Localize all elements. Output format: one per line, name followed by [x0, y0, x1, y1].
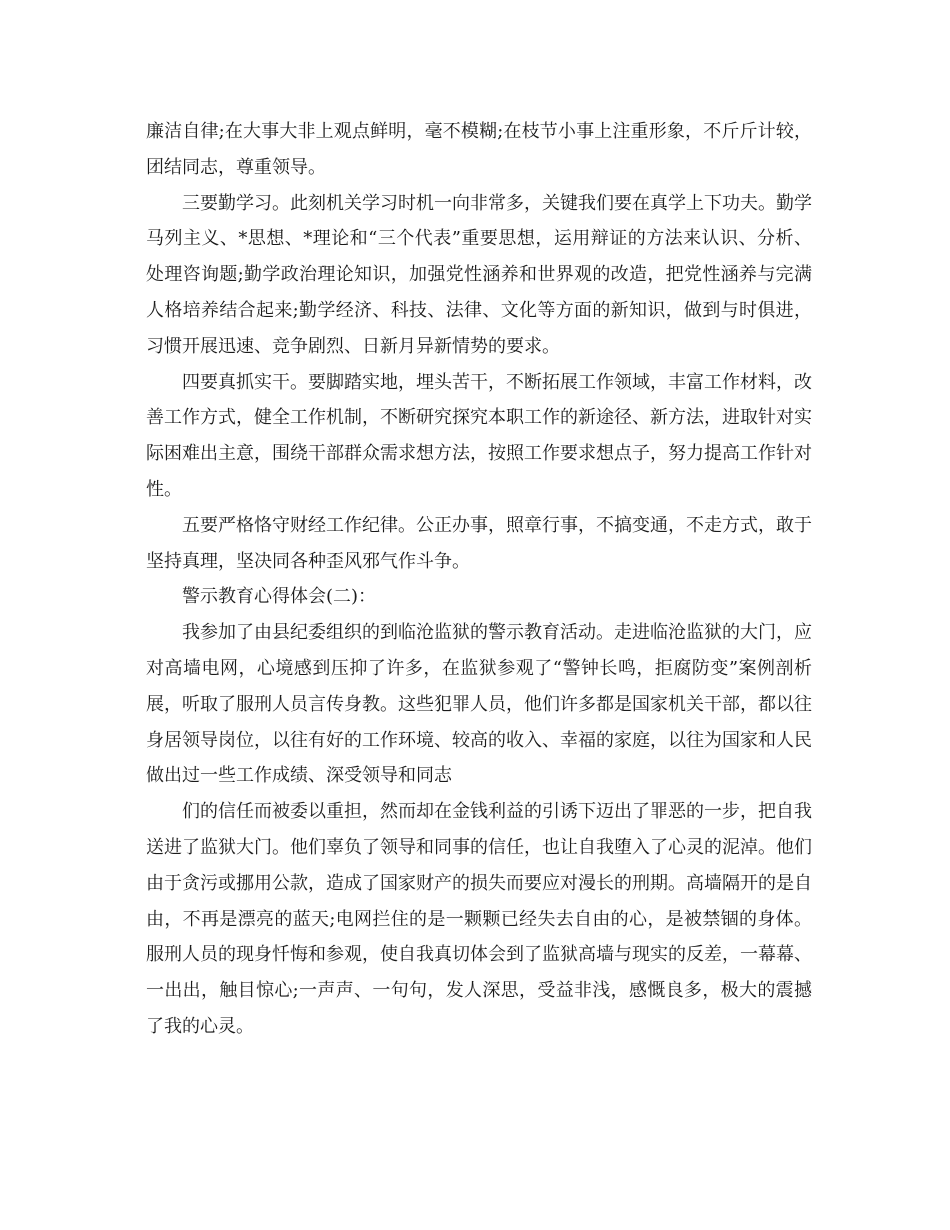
section-heading: 警示教育心得体会(二)：	[182, 586, 377, 608]
paragraph-4: 五要严格恪守财经工作纪律。公正办事，照章行事，不搞变通，不走方式，敢于坚持真理，坚决同各种歪风邪气作斗争。	[146, 514, 812, 572]
paragraph-2: 三要勤学习。此刻机关学习时机一向非常多，关键我们要在真学上下功夫。勤学马列主义、*思想、*理论和“三个代表”重要思想，运用辩证的方法来认识、分析、处理咨询题;勤学政治理论知识，加强党性涵养和世界观的改造，把党性涵养与完满人格培养结合起来;勤学经济、科技、法律、文化等方面的新知识，做到与时俱进，习惯开展迅速、竞争剧烈、日新月异新情势的要求。	[146, 192, 812, 357]
paragraph-1: 廉洁自律;在大事大非上观点鲜明，毫不模糊;在枝节小事上注重形象，不斤斤计较，团结同志，尊重领导。	[146, 121, 812, 178]
paragraph-5: 我参加了由县纪委组织的到临沧监狱的警示教育活动。走进临沧监狱的大门，应对高墙电网，心境感到压抑了许多，在监狱参观了“警钟长鸣，拒腐防变”案例剖析展，听取了服刑人员言传身教。这些犯罪人员，他们许多都是国家机关干部，都以往身居领导岗位，以往有好的工作环境、较高的收入、幸福的家庭，以往为国家和人民做出过一些工作成绩、深受领导和同志	[146, 622, 812, 787]
paragraph-6: 们的信任而被委以重担，然而却在金钱利益的引诱下迈出了罪恶的一步，把自我送进了监狱大门。他们辜负了领导和同事的信任，也让自我堕入了心灵的泥淖。他们由于贪污或挪用公款，造成了国家财产的损失而要应对漫长的刑期。高墙隔开的是自由，不再是漂亮的蓝天;电网拦住的是一颗颗已经失去自由的心，是被禁锢的身体。服刑人员的现身忏悔和参观，使自我真切体会到了监狱高墙与现实的反差，一幕幕、一出出，触目惊心;一声声、一句句，发人深思，受益非浅，感慨良多，极大的震撼了我的心灵。	[146, 801, 812, 1037]
document-body	[146, 114, 812, 1045]
paragraph-3: 四要真抓实干。要脚踏实地，埋头苦干，不断拓展工作领域，丰富工作材料，改善工作方式，健全工作机制，不断研究探究本职工作的新途径、新方法，进取针对实际困难出主意，围绕干部群众需求想方法，按照工作要求想点子，努力提高工作针对性。	[146, 371, 812, 500]
